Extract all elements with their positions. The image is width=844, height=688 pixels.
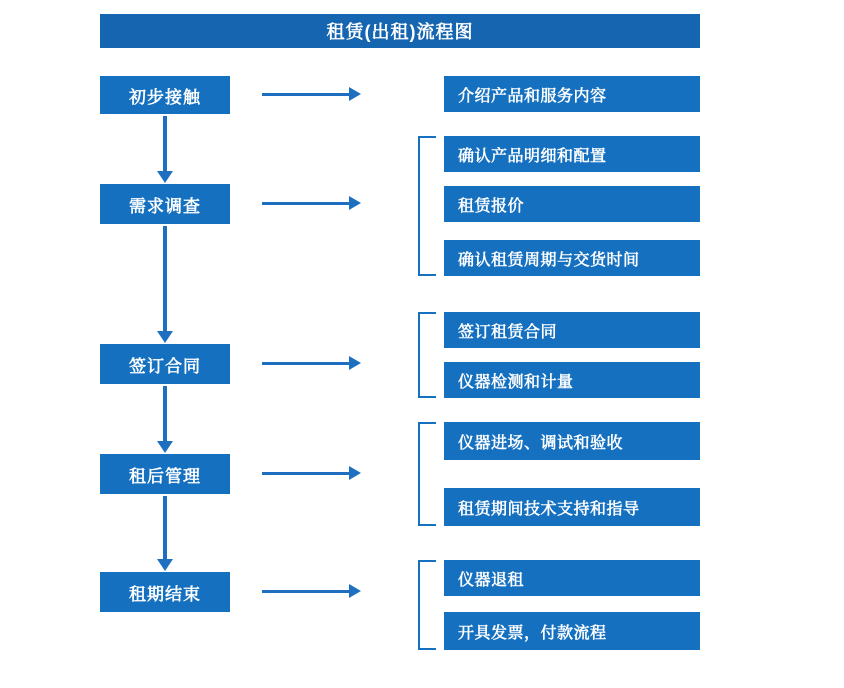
vertical-arrow-3-4 (163, 386, 167, 442)
detail-box-9[interactable]: 仪器退租 (444, 560, 700, 596)
detail-box-3[interactable]: 租赁报价 (444, 186, 700, 222)
detail-box-5[interactable]: 签订租赁合同 (444, 312, 700, 348)
horizontal-arrow-5 (262, 590, 350, 593)
vertical-arrow-2-3 (163, 226, 167, 332)
stage-box-2[interactable]: 需求调查 (100, 184, 230, 224)
stage-box-3[interactable]: 签订合同 (100, 344, 230, 384)
vertical-arrow-1-2 (163, 116, 167, 172)
group-bracket-5 (418, 560, 436, 650)
group-bracket-2 (418, 136, 436, 276)
horizontal-arrow-3 (262, 362, 350, 365)
vertical-arrow-4-5 (163, 496, 167, 560)
detail-box-7[interactable]: 仪器进场、调试和验收 (444, 422, 700, 460)
group-bracket-3 (418, 312, 436, 398)
horizontal-arrow-2 (262, 202, 350, 205)
detail-box-4[interactable]: 确认租赁周期与交货时间 (444, 240, 700, 276)
detail-box-1[interactable]: 介绍产品和服务内容 (444, 76, 700, 112)
stage-box-5[interactable]: 租期结束 (100, 572, 230, 612)
detail-box-6[interactable]: 仪器检测和计量 (444, 362, 700, 398)
detail-box-8[interactable]: 租赁期间技术支持和指导 (444, 488, 700, 526)
stage-box-4[interactable]: 租后管理 (100, 454, 230, 494)
group-bracket-4 (418, 422, 436, 526)
page-title: 租赁(出租)流程图 (100, 14, 700, 48)
horizontal-arrow-1 (262, 93, 350, 96)
detail-box-2[interactable]: 确认产品明细和配置 (444, 136, 700, 172)
horizontal-arrow-4 (262, 472, 350, 475)
stage-box-1[interactable]: 初步接触 (100, 76, 230, 114)
detail-box-10[interactable]: 开具发票，付款流程 (444, 612, 700, 650)
